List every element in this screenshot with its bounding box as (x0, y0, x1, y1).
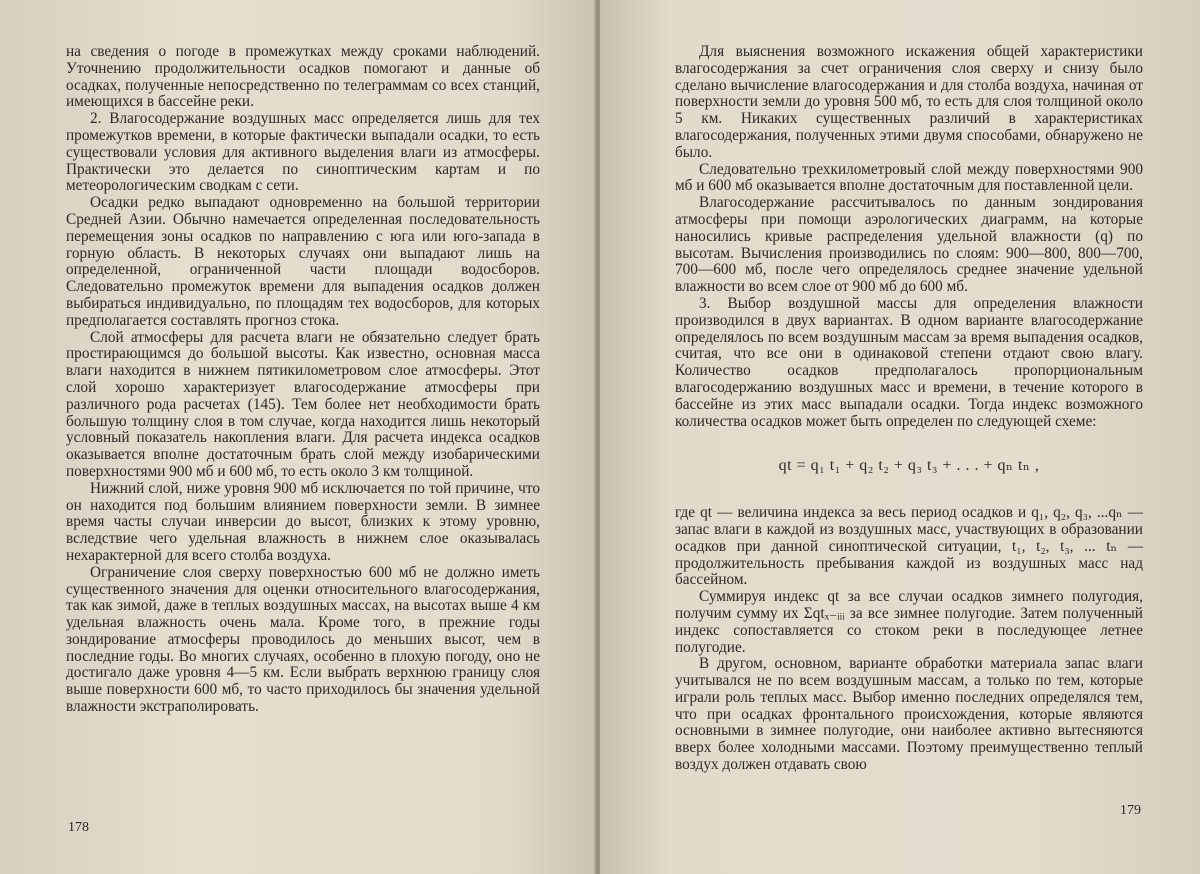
formula: qt = q₁ t₁ + q₂ t₂ + q₃ t₃ + . . . + qₙ tₙ , (778, 457, 1040, 475)
right-page-text (675, 44, 1143, 774)
paragraph: Нижний слой, ниже уровня 900 мб исключается по той причине, что он находится под большим влиянием поверхности земли. В зимнее время часты случаи инверсии до высот, близких к этому уровню, вследствие чего удельная влажность в нижнем слое оказывалась нехарактерной для всего столба воздуха. (66, 479, 540, 564)
paragraph: Влагосодержание рассчитывалось по данным зондирования атмосферы при помощи аэрологических диаграмм, на которые наносились кривые распределения удельной влажности (q) по высотам. Вычисления производились по слоям: 900—800, 800—700, 700—600 мб, после чего определялось среднее значение удельной влажности во всем слое от 900 мб до 600 мб. (675, 194, 1143, 296)
paragraph: Осадки редко выпадают одновременно на большой территории Средней Азии. Обычно намечается определенная последовательность перемещения зоны осадков по направлению с юга или юго-запада в горную область. В некоторых случаях они выпадают лишь на определенной, ограниченной части площади водосборов. Следовательно промежуток времени для выпадения осадков должен выбираться индивидуально, по площадям тех водосборов, для которых предполагается составлять прогноз стока. (66, 194, 540, 329)
paragraph: 3. Выбор воздушной массы для определения влажности производился в двух вариантах. В одном варианте влагосодержание определялось по всем воздушным массам за время выпадения осадков, считая, что все они в одинаковой степени отдают свою влагу. Количество осадков предполагалось пропорциональным влагосодержанию воздушных масс и времени, в течение которого в бассейне из этих масс выпадали осадки. Тогда индекс возможного количества осадков может быть определен по следующей схеме: (675, 294, 1143, 430)
page-number: 179 (1120, 803, 1141, 818)
paragraph: 2. Влагосодержание воздушных масс определяется лишь для тех промежутков времени, в которые фактически выпадали осадки, то есть существовали условия для активного выделения влаги из атмосферы. Практически это делается по синоптическим картам и по метеорологическим сводкам с сети. (66, 110, 540, 195)
paragraph: Для выяснения возможного искажения общей характеристики влагосодержания за счет ограничения слоя сверху и снизу было сделано вычисление влагосодержания и для столба воздуха, начиная от поверхности земли до уровня 500 мб, то есть для слоя толщиной около 5 км. Никаких существенных различий в характеристиках влагосодержания, полученных этими двумя способами, обнаружено не было. (675, 43, 1143, 161)
paragraph: В другом, основном, варианте обработки материала запас влаги учитывался не по всем воздушным массам, а только по тем, которые играли роль теплых масс. Выбор именно последних определялся тем, что при осадках фронтального происхождения, которые являются основными в зимнее полугодие, они наиболее активно вытесняются вверх более холодными массами. Поэтому преимущественно теплый воздух должен отдавать свою (675, 655, 1143, 774)
left-page-text (66, 44, 540, 716)
paragraph: где qt — величина индекса за весь период осадков и q₁, q₂, q₃, ...qₙ — запас влаги в каждой из воздушных масс, участвующих в образовании осадков при данной синоптической ситуации, t₁, t₂, t₃, ... tₙ — продолжительность пребывания каждой из воздушных масс над бассейном. (675, 504, 1143, 589)
paragraph: на сведения о погоде в промежутках между сроками наблюдений. Уточнению продолжительности осадков помогают и данные об осадках, полученные непосредственно по телеграммам со всех станций, имеющихся в бассейне реки. (66, 43, 540, 111)
paragraph: Ограничение слоя сверху поверхностью 600 мб не должно иметь существенного значения для оценки относительного влагосодержания, так как зимой, даже в теплых воздушных массах, на высотах выше 4 км удельная влажность очень мала. Кроме того, в прежние годы зондирование атмосферы проводилось до меньших высот, чем в последние годы. Во многих случаях, особенно в плохую погоду, оно не достигало даже уровня 4—5 км. Если выбрать верхнюю границу слоя выше поверхности 600 мб, то часто приходилось бы значения удельной влажности экстраполировать. (66, 563, 540, 716)
right-page (600, 0, 1200, 874)
paragraph: Суммируя индекс qt за все случаи осадков зимнего полугодия, получим сумму их Σqtₓ₋ᵢᵢᵢ за все зимнее полугодие. Затем полученный индекс сопоставляется со стоком реки в последующее летнее полугодие. (675, 588, 1143, 656)
paragraph: Слой атмосферы для расчета влаги не обязательно следует брать простирающимся до большой высоты. Как известно, основная масса влаги находится в нижнем пятикилометровом слое атмосферы. Этот слой хорошо характеризует влагосодержание атмосферы при различного рода расчетах (145). Тем более нет необходимости брать большую толщину слоя в том случае, когда находится лишь некоторый условный показатель накопления влаги. Для расчета индекса осадков оказывается вполне достаточным брать слой между изобарическими поверхностями 900 мб и 600 мб, то есть около 3 км толщиной. (66, 328, 540, 480)
page-number: 178 (68, 820, 89, 835)
paragraph: Следовательно трехкилометровый слой между поверхностями 900 мб и 600 мб оказывается вполне достаточным для поставленной цели. (675, 160, 1143, 195)
left-page (0, 0, 597, 874)
